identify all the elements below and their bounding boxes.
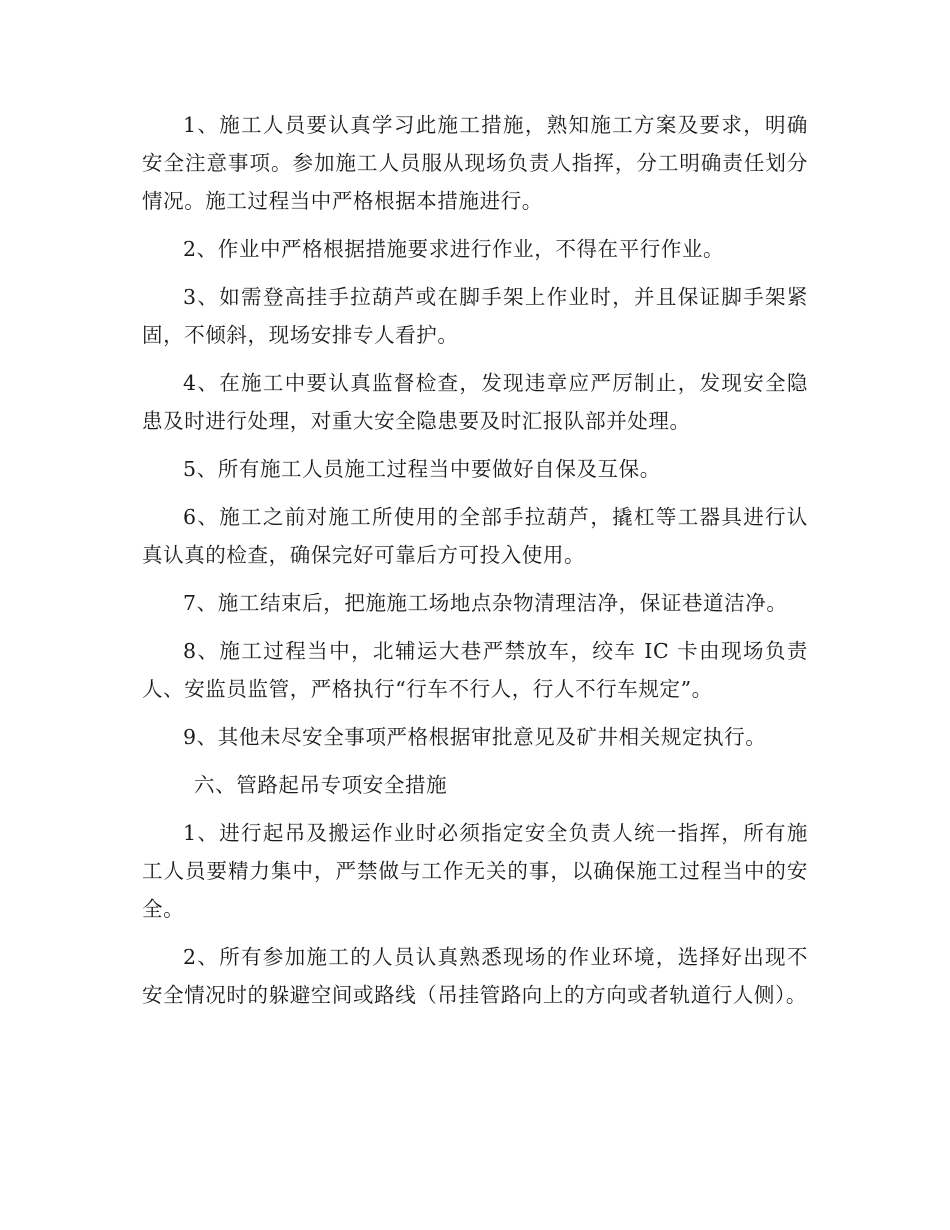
paragraph-8: 8、施工过程当中，北辅运大巷严禁放车，绞车 IC 卡由现场负责人、安监员监管，严格执行“行车不行人，行人不行车规定”。	[142, 639, 808, 701]
paragraph-1: 1、施工人员要认真学习此施工措施，熟知施工方案及要求，明确安全注意事项。参加施工人员服从现场负责人指挥，分工明确责任划分情况。施工过程当中严格根据本措施进行。	[142, 113, 808, 213]
paragraph-3: 3、如需登高挂手拉葫芦或在脚手架上作业时，并且保证脚手架紧固，不倾斜，现场安排专人看护。	[142, 285, 808, 347]
paragraph-9: 9、其他未尽安全事项严格根据审批意见及矿井相关规定执行。	[183, 725, 767, 749]
paragraph-4: 4、在施工中要认真监督检查，发现违章应严厉制止，发现安全隐患及时进行处理，对重大安全隐患要及时汇报队部并处理。	[142, 371, 808, 433]
paragraph-7: 7、施工结束后，把施施工场地点杂物清理洁净，保证巷道洁净。	[183, 591, 788, 615]
section-paragraph-2: 2、所有参加施工的人员认真熟悉现场的作业环境，选择好出现不安全情况时的躲避空间或路线（吊挂管路向上的方向或者轨道行人侧）。	[142, 945, 808, 1007]
paragraph-6: 6、施工之前对施工所使用的全部手拉葫芦，撬杠等工器具进行认真认真的检查，确保完好可靠后方可投入使用。	[142, 505, 808, 567]
paragraph-5: 5、所有施工人员施工过程当中要做好自保及互保。	[183, 457, 661, 481]
section-paragraph-1: 1、进行起吊及搬运作业时必须指定安全负责人统一指挥，所有施工人员要精力集中，严禁做与工作无关的事，以确保施工过程当中的安全。	[142, 821, 808, 921]
section-heading: 六、管路起吊专项安全措施	[194, 773, 448, 797]
paragraph-2: 2、作业中严格根据措施要求进行作业，不得在平行作业。	[183, 237, 725, 261]
document-body	[142, 106, 808, 1024]
